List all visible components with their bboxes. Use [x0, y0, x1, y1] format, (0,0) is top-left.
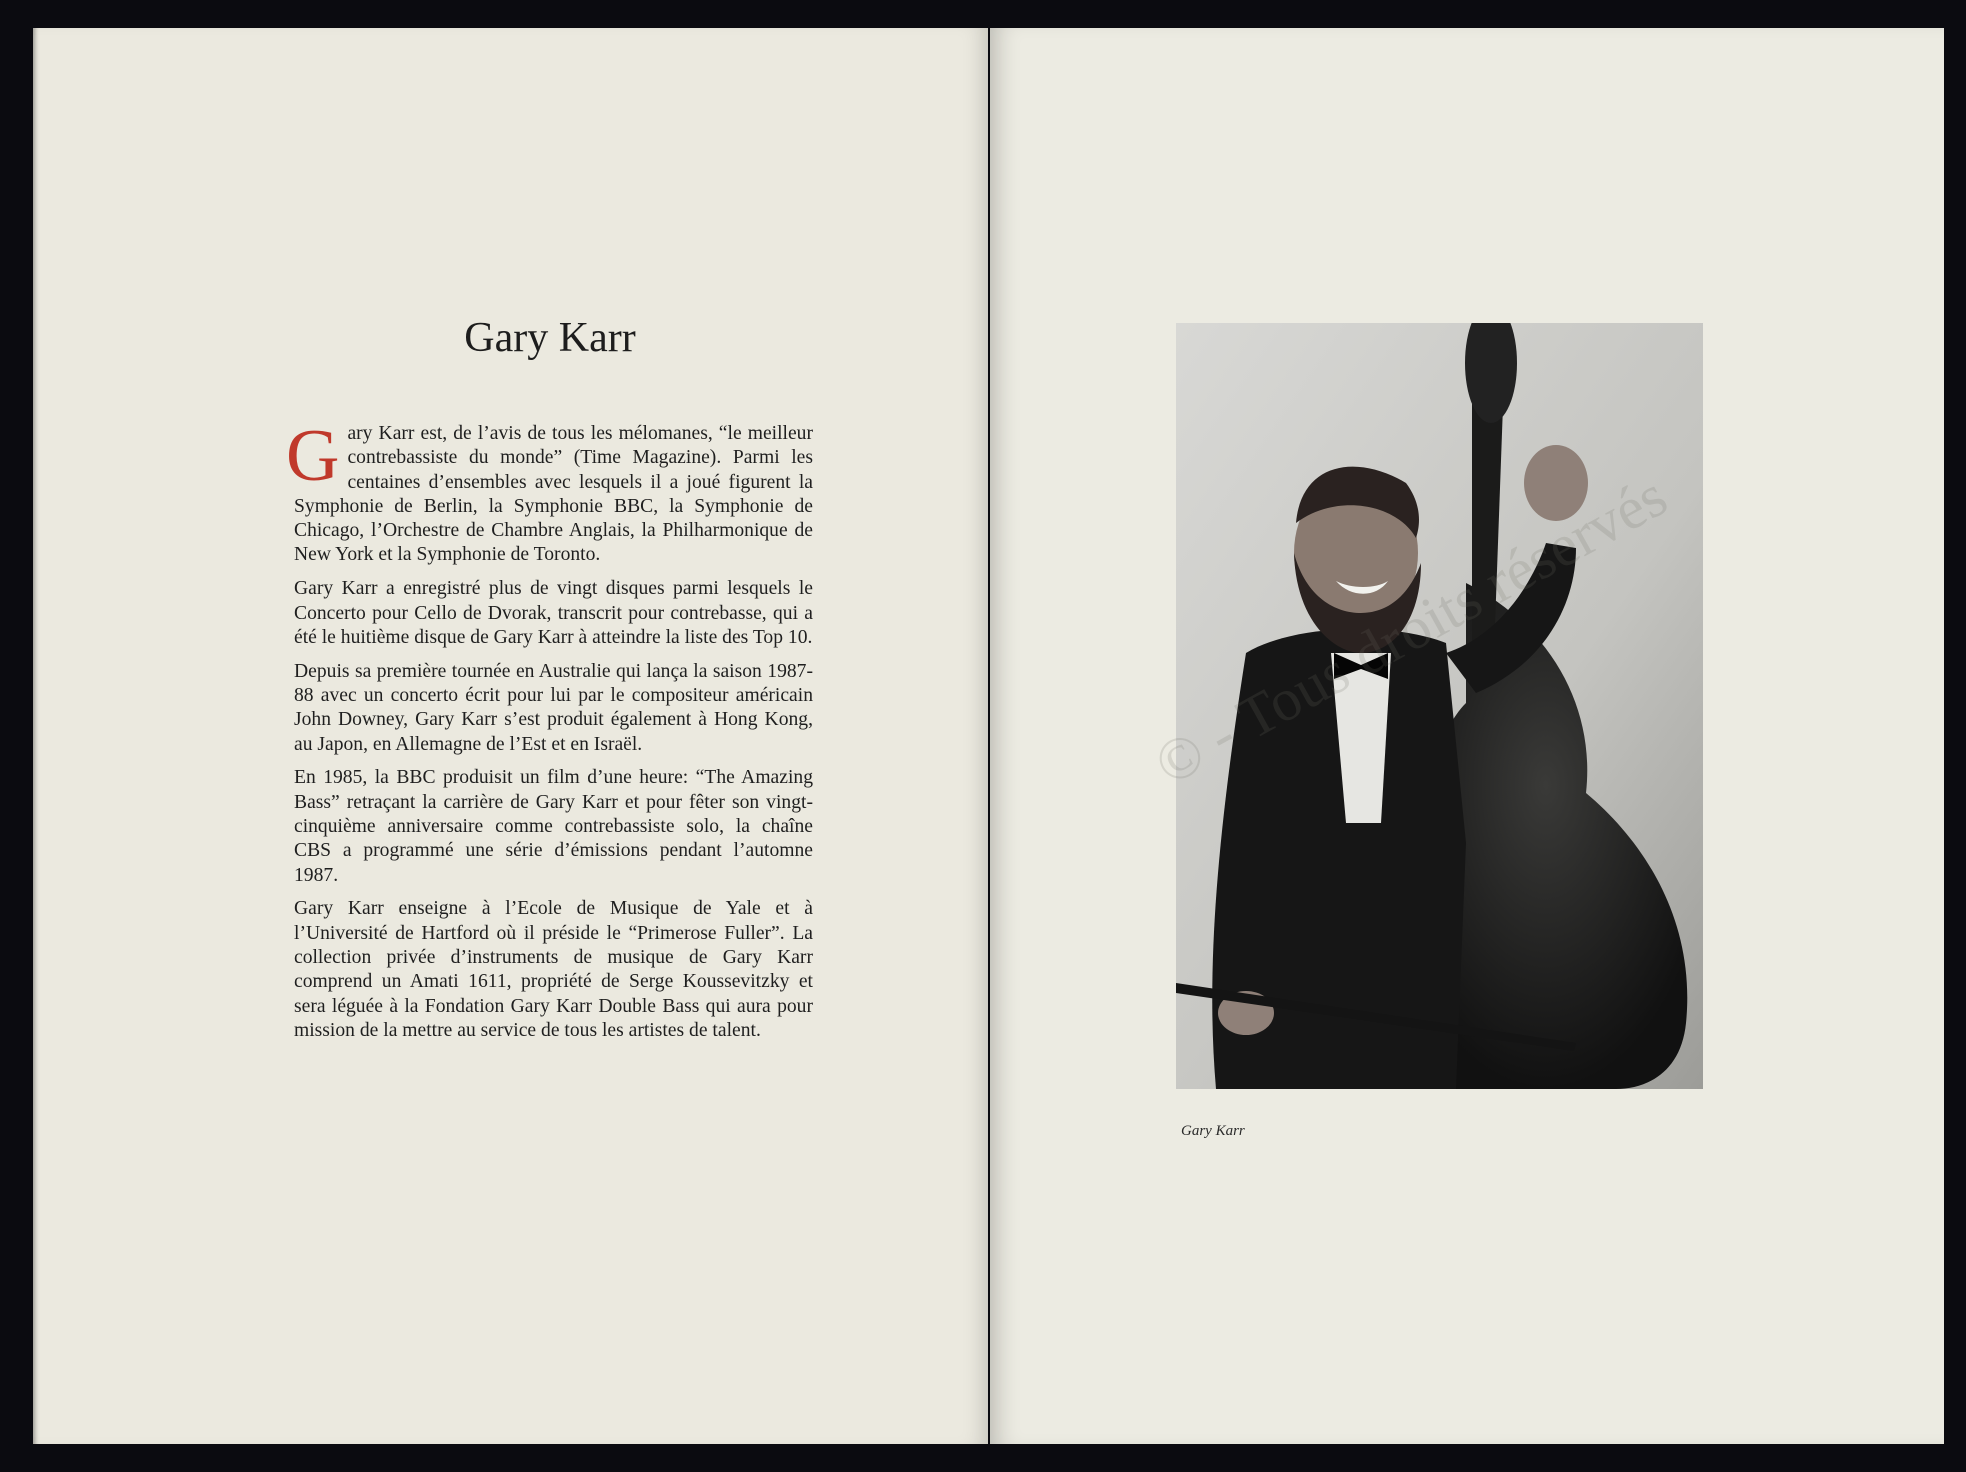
- paragraph-2: Gary Karr a enregistré plus de vingt disques parmi lesquels le Concerto pour Cello de Dvorak, transcrit pour contrebasse, qui a été le huitième disque de Gary Karr à atteindre la liste des Top 10.: [294, 578, 813, 648]
- paragraph-5: Gary Karr enseigne à l’Ecole de Musique de Yale et à l’Université de Hartford où il préside le “Primerose Fuller”. La collection privée d’instruments de musique de Gary Karr comprend un Amati 1611, propriété de Serge Koussevitzky et sera léguée à la Fondation Gary Karr Double Bass qui aura pour mission de la mettre au service de tous les artistes de talent.: [294, 898, 813, 1041]
- photo-caption: Gary Karr: [1181, 1123, 1245, 1139]
- portrait-image: [1176, 323, 1703, 1089]
- portrait-photo: [1176, 323, 1703, 1089]
- paragraph-1-text: ary Karr est, de l’avis de tous les mélomanes, “le meilleur contrebassiste du monde” (Time Magazine). Parmi les centaines d’ensembles avec lesquels il a joué figurent la Symphonie de Berlin, la Symphonie BBC, la Symphonie de Chicago, l’Orchestre de Chambre Anglais, la Philharmonique de New York et la Symphonie de Toronto.: [294, 423, 813, 566]
- paragraph-4: En 1985, la BBC produisit un film d’une heure: “The Amazing Bass” retraçant la carrière de Gary Karr et pour fêter son vingt-cinquième anniversaire comme contrebassiste solo, la chaîne CBS a programmé une série d’émissions pendant l’automne 1987.: [294, 767, 813, 886]
- drop-cap: G: [286, 415, 340, 497]
- page-title: Gary Karr: [464, 315, 636, 361]
- biography-text: [286, 415, 813, 1053]
- paragraph-1: [286, 415, 813, 568]
- paragraph-3: Depuis sa première tournée en Australie qui lança la saison 1987-88 avec un concerto écrit pour lui par le compositeur américain John Downey, Gary Karr s’est produit également à Hong Kong, au Japon, en Allemagne de l’Est et en Israël.: [294, 660, 813, 755]
